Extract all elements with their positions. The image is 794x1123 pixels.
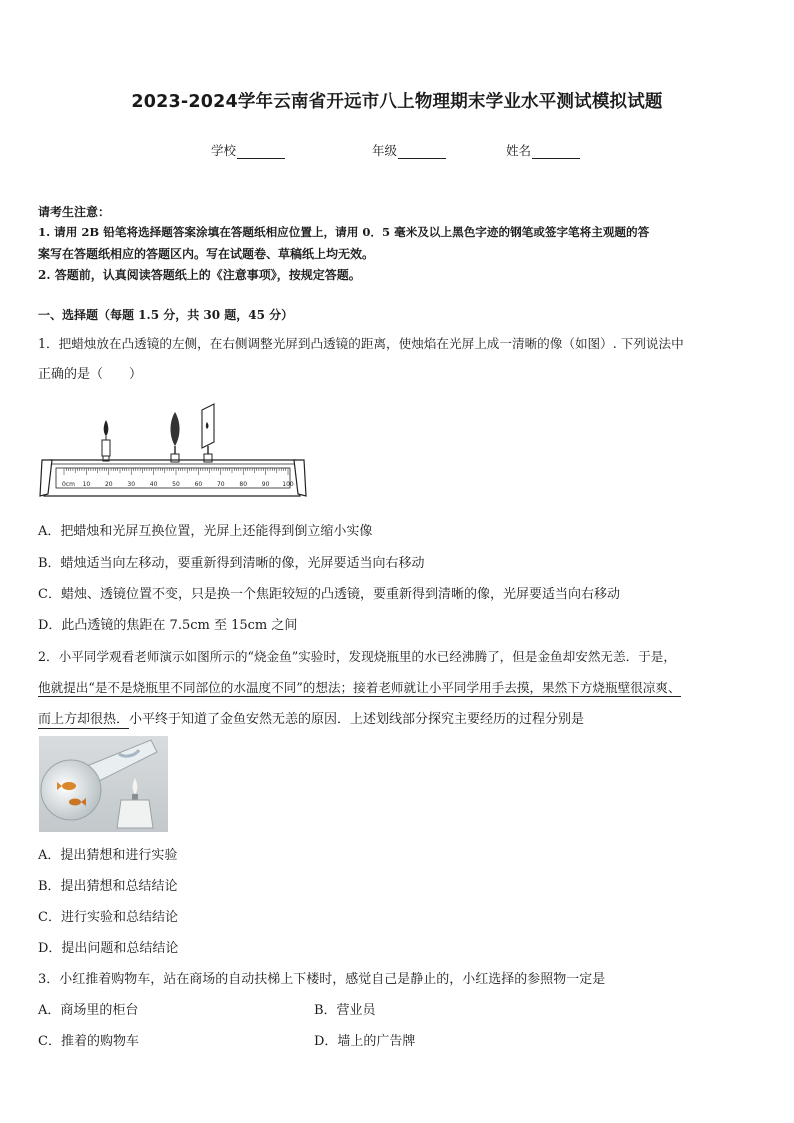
q2-stem-rest: 小平终于知道了金鱼安然无恙的原因．上述划线部分探究主要经历的过程分别是: [129, 712, 585, 727]
q2-option-d[interactable]: D．提出问题和总结结论: [38, 941, 179, 956]
grade-blank[interactable]: [398, 146, 446, 159]
name-field: [506, 141, 580, 159]
ruler-tick-label: 20: [104, 481, 113, 488]
goldfish-experiment-photo: [39, 736, 168, 832]
q2-option-c[interactable]: C．进行实验和总结结论: [38, 910, 178, 925]
q2-option-a[interactable]: A．提出猜想和进行实验: [38, 848, 178, 863]
page-title: 2023-2024学年云南省开远市八上物理期末学业水平测试模拟试题: [131, 92, 663, 112]
school-field: [211, 141, 285, 159]
q3-option-a[interactable]: A．商场里的柜台: [38, 1003, 139, 1018]
ruler-tick-label: 30: [127, 481, 136, 488]
notice-line-1a: 1. 请用 2B 铅笔将选择题答案涂填在答题纸相应位置上，请用 0．5 毫米及以上黑色字迹的钢笔或签字笔将主观题的答: [38, 225, 650, 239]
q3-option-c[interactable]: C．推着的购物车: [38, 1034, 139, 1049]
ruler-tick-label: 60: [194, 481, 203, 488]
q1-option-b[interactable]: B．蜡烛适当向左移动，要重新得到清晰的像，光屏要适当向右移动: [38, 556, 425, 571]
q3-option-d[interactable]: D．墙上的广告牌: [314, 1034, 416, 1049]
school-label: 学校: [211, 143, 237, 158]
ruler-tick-label: 90: [261, 481, 270, 488]
name-blank[interactable]: [532, 146, 580, 159]
ruler-tick-label: 80: [239, 481, 248, 488]
ruler-tick-label: 100: [282, 481, 294, 488]
optical-bench: [40, 460, 306, 496]
q1-option-a[interactable]: A．把蜡烛和光屏互换位置，光屏上还能得到倒立缩小实像: [38, 524, 373, 539]
q1-option-c[interactable]: C．蜡烛、透镜位置不变，只是换一个焦距较短的凸透镜，要重新得到清晰的像，光屏要适当向右移动: [38, 587, 620, 602]
q2-underlined-text-end: 而上方却很热．: [38, 712, 130, 727]
q3-stem-line-1: 3．小红推着购物车，站在商场的自动扶梯上下楼时，感觉自己是静止的，小红选择的参照物一定是: [38, 972, 606, 987]
optical-bench-figure: [38, 398, 308, 500]
ruler-tick-label: 70: [216, 481, 225, 488]
ruler-tick-label: 10: [82, 481, 91, 488]
notice-line-1b: 案写在答题纸相应的答题区内。写在试题卷、草稿纸上均无效。: [38, 247, 375, 261]
school-blank[interactable]: [237, 146, 285, 159]
q1-stem-line-1: 1．把蜡烛放在凸透镜的左侧，在右侧调整光屏到凸透镜的距离，使烛焰在光屏上成一清晰的像（如图）. 下列说法中: [38, 336, 684, 351]
notice-line-2: 2. 答题前，认真阅读答题纸上的《注意事项》，按规定答题。: [38, 268, 361, 282]
ruler-tick-label: 50: [172, 481, 180, 488]
candle: [102, 420, 110, 461]
q1-stem-line-2: 正确的是（ ）: [38, 367, 143, 382]
q2-stem-line-1: 2．小平同学观看老师演示如图所示的“烧金鱼”实验时，发现烧瓶里的水已经沸腾了，但是金鱼却安然无恙．于是，: [38, 649, 676, 664]
name-label: 姓名: [506, 143, 532, 158]
grade-label: 年级: [372, 143, 398, 158]
q2-option-b[interactable]: B．提出猜想和总结结论: [38, 879, 178, 894]
convex-lens: [171, 412, 180, 462]
light-screen: [202, 404, 214, 462]
notice-heading: 请考生注意：: [38, 205, 111, 219]
q3-option-b[interactable]: B．营业员: [314, 1003, 376, 1018]
ruler-tick-label: 0cm: [62, 481, 75, 488]
q1-option-d[interactable]: D．此凸透镜的焦距在 7.5cm 至 15cm 之间: [38, 618, 298, 633]
q2-underlined-text: 他就提出“是不是烧瓶里不同部位的水温度不同”的想法；接着老师就让小平同学用手去摸，果然下方烧瓶壁很凉爽、: [38, 680, 681, 695]
q2-stem-line-3: [38, 708, 584, 727]
ruler-tick-label: 40: [149, 481, 158, 488]
section-heading: 一、选择题（每题 1.5 分，共 30 题，45 分）: [38, 308, 294, 322]
grade-field: [372, 141, 446, 159]
q2-stem-line-2: [38, 677, 681, 696]
